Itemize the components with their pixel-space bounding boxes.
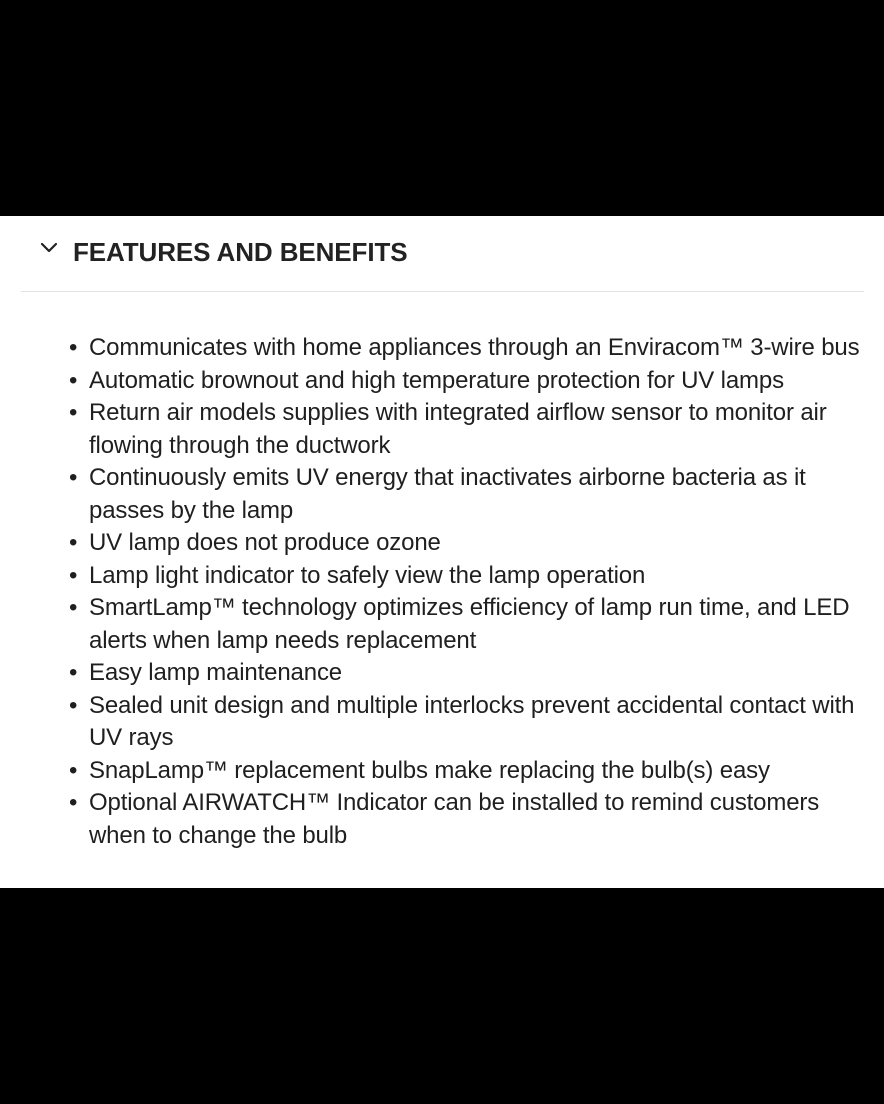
chevron-down-icon xyxy=(38,238,60,258)
feature-text: Optional AIRWATCH™ Indicator can be installed to remind customers when to change the bulb xyxy=(89,789,820,849)
feature-item xyxy=(69,462,867,527)
bullet-icon: • xyxy=(69,561,78,589)
features-panel xyxy=(0,216,884,888)
feature-item xyxy=(69,755,867,788)
bullet-icon: • xyxy=(69,691,78,719)
bullet-icon: • xyxy=(69,659,78,686)
feature-item xyxy=(69,397,867,462)
feature-text: SmartLamp™ technology optimizes efficiency of lamp run time, and LED alerts when lamp needs replacement xyxy=(89,594,850,654)
feature-text: UV lamp does not produce ozone xyxy=(89,529,441,556)
feature-text: Lamp light indicator to safely view the lamp operation xyxy=(89,561,646,589)
feature-text: Communicates with home appliances through an Enviracom™ 3-wire bus xyxy=(89,334,860,361)
feature-text: Sealed unit design and multiple interlocks prevent accidental contact with UV rays xyxy=(89,691,855,751)
feature-text: SnapLamp™ replacement bulbs make replacing the bulb(s) easy xyxy=(89,756,770,784)
bullet-icon: • xyxy=(69,756,78,784)
feature-text: Return air models supplies with integrated airflow sensor to monitor air flowing through the ductwork xyxy=(89,399,827,459)
feature-item xyxy=(69,690,867,755)
feature-item xyxy=(69,592,867,657)
feature-item xyxy=(69,365,867,398)
section-title: FEATURES AND BENEFITS xyxy=(73,237,408,267)
bullet-icon: • xyxy=(69,334,78,361)
bullet-icon: • xyxy=(69,366,78,394)
features-accordion-toggle[interactable] xyxy=(0,216,884,292)
feature-text: Continuously emits UV energy that inactivates airborne bacteria as it passes by the lamp xyxy=(89,464,806,524)
bullet-icon: • xyxy=(69,464,78,491)
feature-item xyxy=(69,332,867,365)
feature-item xyxy=(69,657,867,690)
bullet-icon: • xyxy=(69,594,78,621)
feature-item xyxy=(69,787,867,852)
feature-text: Automatic brownout and high temperature protection for UV lamps xyxy=(89,366,784,394)
section-divider xyxy=(21,291,864,292)
bullet-icon: • xyxy=(69,529,78,556)
feature-item xyxy=(69,527,867,560)
bullet-icon: • xyxy=(69,789,78,816)
bullet-icon: • xyxy=(69,399,78,426)
feature-item xyxy=(69,560,867,593)
features-list xyxy=(69,332,867,852)
feature-text: Easy lamp maintenance xyxy=(89,659,342,686)
